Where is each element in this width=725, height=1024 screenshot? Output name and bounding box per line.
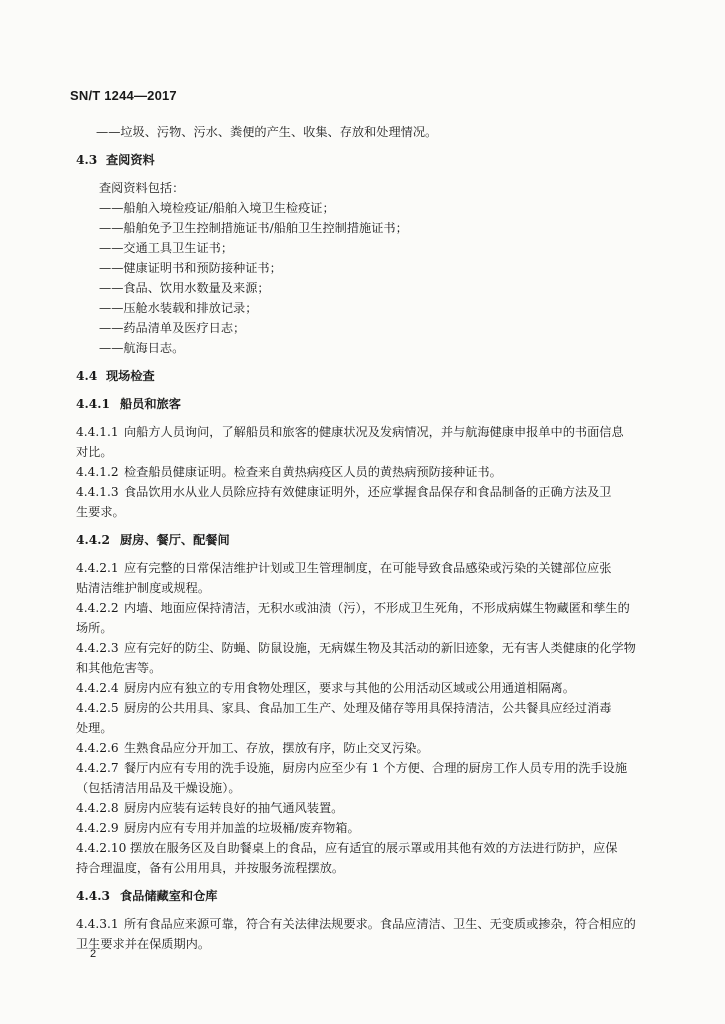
- section-title: 查阅资料: [106, 153, 155, 167]
- clause-4-4-2-2: [76, 600, 630, 616]
- clause-number: 4.4.2.5: [76, 701, 119, 715]
- section-title: 食品储藏室和仓库: [120, 889, 218, 903]
- clause-4-4-1-3: [76, 484, 612, 500]
- clause-text: 食品饮用水从业人员除应持有效健康证明外，还应掌握食品保存和食品制备的正确方法及卫: [124, 485, 612, 499]
- clause-number: 4.4.2.10: [76, 841, 127, 855]
- section-heading-4-4-1: [76, 396, 181, 412]
- clause-continuation: 处理。: [76, 721, 113, 735]
- clause-number: 4.4.3.1: [76, 917, 119, 931]
- clause-text: 应有完整的日常保洁维护计划或卫生管理制度，在可能导致食品感染或污染的关键部位应张: [124, 561, 612, 575]
- clause-continuation: 对比。: [76, 445, 113, 459]
- clause-4-4-2-6: [76, 740, 429, 756]
- section-number: 4.4.1: [76, 397, 110, 411]
- clause-4-4-2-4: [76, 680, 575, 696]
- clause-number: 4.4.2.6: [76, 741, 119, 755]
- clause-4-4-2-5: [76, 700, 612, 716]
- section-title: 船员和旅客: [120, 397, 181, 411]
- list-item: ——健康证明书和预防接种证书；: [99, 261, 282, 275]
- clause-continuation: 卫生要求并在保质期内。: [76, 937, 211, 951]
- clause-text: 内墙、地面应保持清洁，无积水或油渍（污），不形成卫生死角，不形成病媒生物藏匿和孳生的: [124, 601, 630, 615]
- section-number: 4.4.2: [76, 533, 110, 547]
- list-item: ——食品、饮用水数量及来源；: [99, 281, 270, 295]
- standard-code: SN/T 1244—2017: [70, 88, 177, 103]
- clause-text: 摆放在服务区及自助餐桌上的食品，应有适宜的展示罩或用其他有效的方法进行防护，应保: [130, 841, 618, 855]
- page-number: 2: [90, 948, 97, 960]
- section-heading-4-4: [76, 368, 155, 384]
- clause-number: 4.4.2.1: [76, 561, 119, 575]
- clause-continuation: （包括清洁用品及干燥设施）。: [76, 781, 241, 795]
- clause-continuation: 和其他危害等。: [76, 661, 162, 675]
- clause-number: 4.4.2.7: [76, 761, 119, 775]
- section-heading-4-4-2: [76, 532, 230, 548]
- clause-continuation: 持合理温度，备有公用用具，并按服务流程摆放。: [76, 861, 345, 875]
- section-number: 4.4: [76, 369, 98, 383]
- clause-text: 厨房内应有独立的专用食物处理区，要求与其他的公用活动区域或公用通道相隔离。: [124, 681, 575, 695]
- clause-4-4-2-10: [76, 840, 618, 856]
- list-item: ——航海日志。: [99, 341, 185, 355]
- clause-4-4-2-7: [76, 760, 627, 776]
- clause-number: 4.4.2.8: [76, 801, 119, 815]
- clause-text: 所有食品应来源可靠，符合有关法律法规要求。食品应清洁、卫生、无变质或掺杂，符合相应的: [124, 917, 636, 931]
- clause-text: 厨房的公共用具、家具、食品加工生产、处理及储存等用具保持清洁，公共餐具应经过消毒: [124, 701, 612, 715]
- clause-text: 向船方人员询问，了解船员和旅客的健康状况及发病情况，并与航海健康申报单中的书面信息: [124, 425, 624, 439]
- list-item: ——船舶免予卫生控制措施证书/船舶卫生控制措施证书；: [99, 221, 408, 235]
- clause-4-4-1-2: [76, 464, 502, 480]
- list-item: ——压舱水装载和排放记录；: [99, 301, 258, 315]
- section-number: 4.3: [76, 153, 98, 167]
- clause-text: 生熟食品应分开加工、存放，摆放有序，防止交叉污染。: [124, 741, 429, 755]
- clause-text: 应有完好的防尘、防蝇、防鼠设施，无病媒生物及其活动的新旧迹象，无有害人类健康的化学物: [124, 641, 636, 655]
- clause-4-4-2-3: [76, 640, 636, 656]
- section-heading-4-4-3: [76, 888, 218, 904]
- section-title: 厨房、餐厅、配餐间: [120, 533, 230, 547]
- list-item: ——药品清单及医疗日志；: [99, 321, 246, 335]
- clause-4-4-2-1: [76, 560, 612, 576]
- clause-continuation: 场所。: [76, 621, 113, 635]
- clause-text: 检查船员健康证明。检查来自黄热病疫区人员的黄热病预防接种证书。: [124, 465, 502, 479]
- list-item: ——交通工具卫生证书；: [99, 241, 234, 255]
- section-heading-4-3: [76, 152, 155, 168]
- clause-text: 餐厅内应有专用的洗手设施，厨房内应至少有 1 个方便、合理的厨房工作人员专用的洗手设施: [124, 761, 628, 775]
- clause-number: 4.4.1.3: [76, 485, 119, 499]
- clause-number: 4.4.1.1: [76, 425, 119, 439]
- text-line: ——垃圾、污物、污水、粪便的产生、收集、存放和处理情况。: [96, 125, 438, 139]
- clause-continuation: 生要求。: [76, 505, 125, 519]
- text-line: 查阅资料包括：: [99, 181, 185, 195]
- clause-4-4-3-1: [76, 916, 636, 932]
- clause-number: 4.4.2.3: [76, 641, 119, 655]
- clause-4-4-1-1: [76, 424, 624, 440]
- clause-number: 4.4.2.9: [76, 821, 119, 835]
- clause-text: 厨房内应有专用并加盖的垃圾桶/废弃物箱。: [124, 821, 360, 835]
- list-item: ——船舶入境检疫证/船舶入境卫生检疫证；: [99, 201, 335, 215]
- clause-text: 厨房内应装有运转良好的抽气通风装置。: [124, 801, 344, 815]
- section-number: 4.4.3: [76, 889, 110, 903]
- section-title: 现场检查: [106, 369, 155, 383]
- clause-4-4-2-8: [76, 800, 343, 816]
- clause-continuation: 贴清洁维护制度或规程。: [76, 581, 211, 595]
- clause-4-4-2-9: [76, 820, 360, 836]
- clause-number: 4.4.2.2: [76, 601, 119, 615]
- clause-number: 4.4.1.2: [76, 465, 119, 479]
- clause-number: 4.4.2.4: [76, 681, 119, 695]
